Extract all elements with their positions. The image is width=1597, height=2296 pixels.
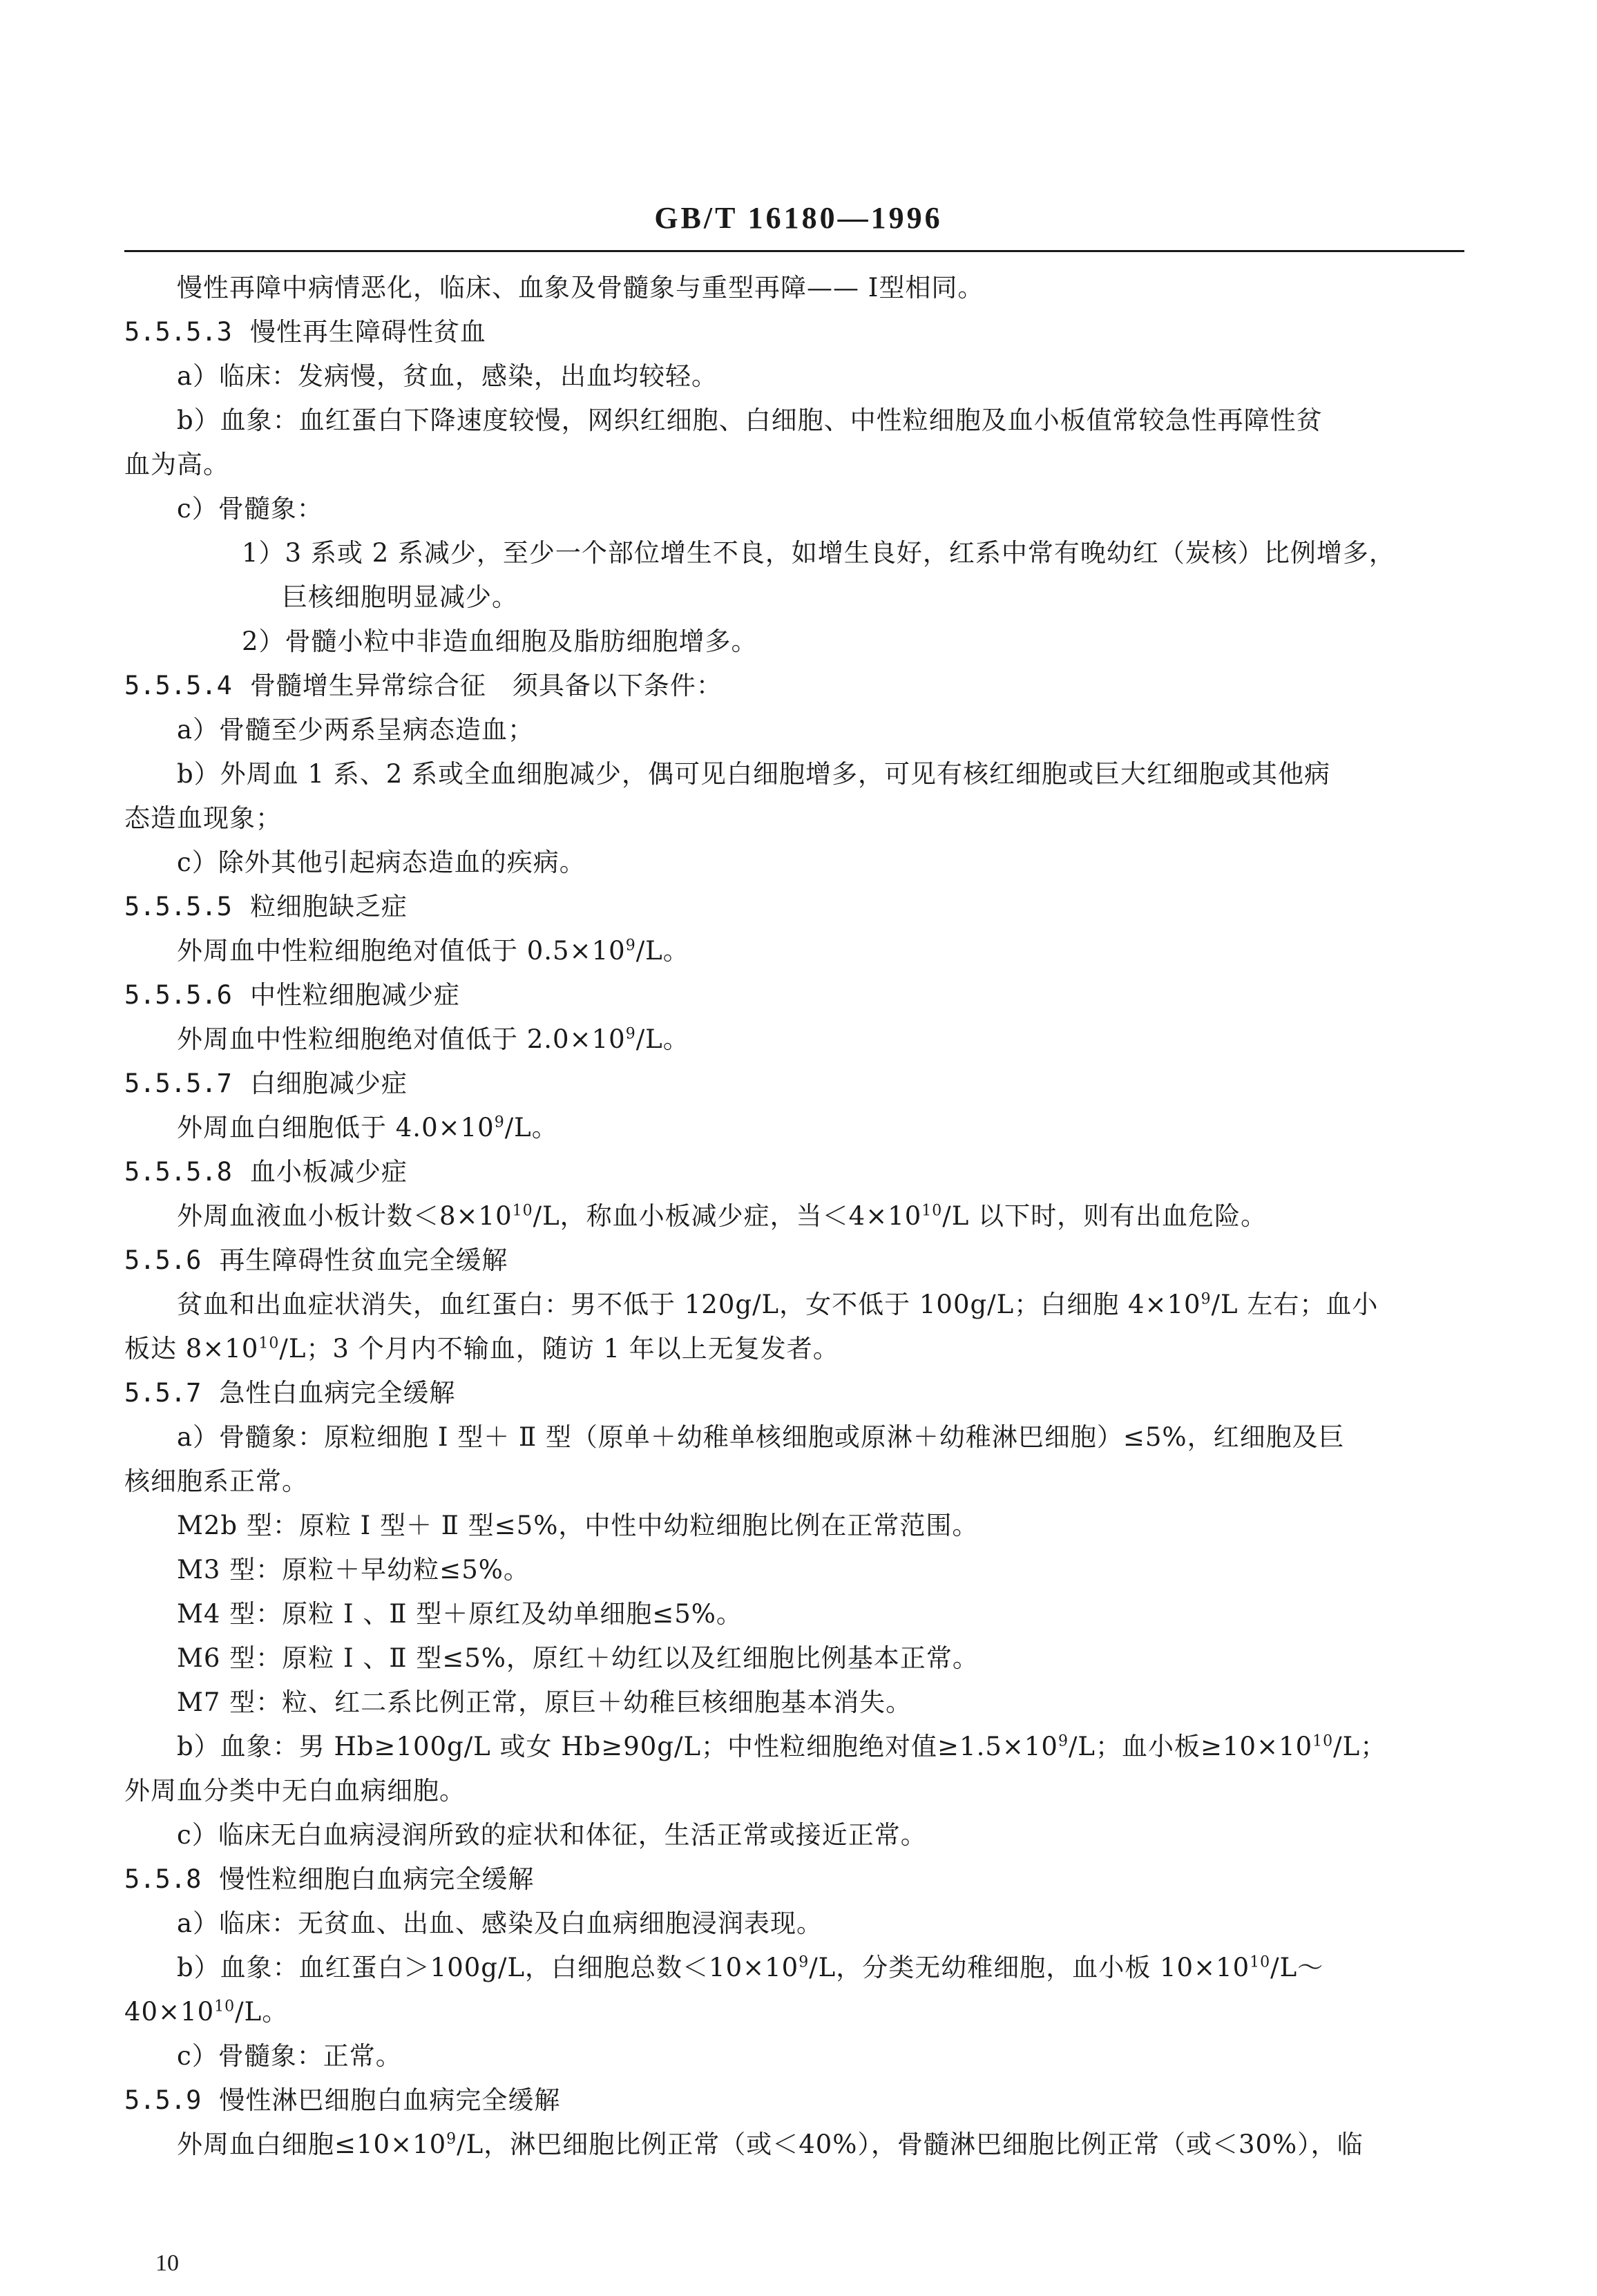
list-item: b）血象：男 Hb≥100g/L 或女 Hb≥90g/L；中性粒细胞绝对值$\ge 1.5\times 10^9/L$；血小板$\ge 10\times 10^{10}/L$；	[177, 1732, 1387, 1761]
section-title: 血小板减少症	[249, 1157, 408, 1187]
section-heading-5-5-8	[124, 1857, 1464, 1902]
list-item: c）除外其他引起病态造血的疾病。	[177, 848, 586, 877]
section-title: 再生障碍性贫血完全缓解	[219, 1245, 508, 1275]
section-number: 5.5.5.3	[124, 317, 232, 347]
list-item: b）血象：血红蛋白下降速度较慢，网织红细胞、白细胞、中性粒细胞及血小板值常较急性再障性贫	[177, 405, 1323, 435]
section-title: 粒细胞缺乏症	[249, 892, 408, 921]
section-title: 慢性粒细胞白血病完全缓解	[219, 1864, 535, 1894]
section-title: 慢性淋巴细胞白血病完全缓解	[219, 2085, 561, 2115]
section-number: 5.5.9	[124, 2085, 202, 2115]
section-number: 5.5.5.7	[124, 1069, 232, 1098]
section-heading-5-5-5-8	[124, 1150, 1464, 1194]
paragraph-line: 核细胞系正常。	[124, 1466, 308, 1496]
list-item: b）血象：血红蛋白＞100g/L，白细胞总数$<10\times 10^9/L$，分类无幼稚细胞，血小板 $10\times 10^{10}/L\sim$	[177, 1953, 1324, 1982]
section-number: 5.5.7	[124, 1378, 202, 1408]
list-item: a）骨髓至少两系呈病态造血；	[177, 715, 535, 745]
sub-list-item: 1）3 系或 2 系减少，至少一个部位增生不良，如增生良好，红系中常有晚幼红（炭核）比例增多，	[242, 538, 1395, 568]
list-item: a）临床：无贫血、出血、感染及白血病细胞浸润表现。	[177, 1908, 823, 1938]
section-number: 5.5.5.8	[124, 1157, 232, 1187]
paragraph-line: 外周血分类中无白血病细胞。	[124, 1776, 466, 1806]
subtype-line: M7 型：粒、红二系比例正常，原巨＋幼稚巨核细胞基本消失。	[177, 1687, 912, 1717]
list-item: c）骨髓象：	[177, 494, 323, 524]
paragraph-line: 外周血液血小板计数$<8\times 10^{10}/L$，称血小板减少症，当$<4\times 10^{10}/L$ 以下时，则有出血危险。	[177, 1201, 1268, 1231]
section-title: 白细胞减少症	[249, 1069, 408, 1098]
section-heading-5-5-5-4	[124, 664, 1464, 708]
section-number: 5.5.5.4	[124, 671, 232, 700]
section-number: 5.5.5.6	[124, 980, 232, 1010]
paragraph-line: 巨核细胞明显减少。	[282, 582, 518, 612]
section-heading-5-5-5-5	[124, 885, 1464, 929]
paragraph-line: 板达 $8\times 10^{10}/L$；3 个月内不输血，随访 1 年以上无复发者。	[124, 1334, 839, 1364]
section-number: 5.5.6	[124, 1245, 202, 1275]
document-body	[124, 266, 1464, 2167]
subtype-line: M2b 型：原粒 Ⅰ 型＋ Ⅱ 型≤5%，中性中幼粒细胞比例在正常范围。	[177, 1511, 979, 1540]
list-item: a）骨髓象：原粒细胞 Ⅰ 型＋ Ⅱ 型（原单＋幼稚单核细胞或原淋＋幼稚淋巴细胞）≤5%，红细胞及巨	[177, 1422, 1345, 1452]
subtype-line: M4 型：原粒 Ⅰ 、Ⅱ 型＋原红及幼单细胞≤5%。	[177, 1599, 743, 1629]
paragraph-line: 外周血中性粒细胞绝对值低于 $2.0\times 10^9/L$。	[177, 1024, 689, 1054]
section-title: 骨髓增生异常综合征 须具备以下条件：	[249, 671, 723, 700]
subtype-line: M3 型：原粒＋早幼粒≤5%。	[177, 1555, 530, 1585]
list-item: c）骨髓象：正常。	[177, 2041, 402, 2071]
list-item: a）临床：发病慢，贫血，感染，出血均较轻。	[177, 361, 718, 391]
section-heading-5-5-6	[124, 1238, 1464, 1283]
section-title: 中性粒细胞减少症	[249, 980, 460, 1010]
list-item: c）临床无白血病浸润所致的症状和体征，生活正常或接近正常。	[177, 1820, 927, 1850]
section-number: 5.5.8	[124, 1864, 202, 1894]
paragraph-line: 外周血中性粒细胞绝对值低于 $0.5\times 10^9/L$。	[177, 936, 689, 966]
paragraph-line: 外周血白细胞$\le 10\times 10^9/L$，淋巴细胞比例正常（或＜40%），骨髓淋巴细胞比例正常（或＜30%），临	[177, 2130, 1364, 2159]
paragraph-line: 态造血现象；	[124, 803, 282, 833]
standard-code-header: GB/T 16180—1996	[654, 201, 943, 235]
section-heading-5-5-7	[124, 1371, 1464, 1415]
paragraph-line: 外周血白细胞低于 $4.0\times 10^9/L$。	[177, 1113, 558, 1142]
section-heading-5-5-5-3	[124, 310, 1464, 354]
page-number: 10	[155, 2250, 179, 2276]
paragraph-line: $40\times 10^{10}/L$。	[124, 1997, 289, 2027]
section-heading-5-5-5-6	[124, 973, 1464, 1017]
section-heading-5-5-5-7	[124, 1062, 1464, 1106]
header-divider	[124, 250, 1464, 252]
paragraph-line: 血为高。	[124, 450, 229, 479]
list-item: b）外周血 1 系、2 系或全血细胞减少，偶可见白细胞增多，可见有核红细胞或巨大红细胞或其他病	[177, 759, 1331, 789]
sub-list-item: 2）骨髓小粒中非造血细胞及脂肪细胞增多。	[242, 626, 758, 656]
section-title: 急性白血病完全缓解	[219, 1378, 456, 1408]
paragraph-line: 贫血和出血症状消失，血红蛋白：男不低于 120g/L，女不低于 100g/L；白细胞 $4\times 10^9/L$ 左右；血小	[177, 1290, 1379, 1319]
paragraph-line: 慢性再障中病情恶化，临床、血象及骨髓象与重型再障—— Ⅰ型相同。	[177, 273, 984, 303]
subtype-line: M6 型：原粒 Ⅰ 、Ⅱ 型≤5%，原红＋幼红以及红细胞比例基本正常。	[177, 1643, 979, 1673]
section-heading-5-5-9	[124, 2078, 1464, 2123]
section-number: 5.5.5.5	[124, 892, 232, 921]
section-title: 慢性再生障碍性贫血	[249, 317, 486, 347]
